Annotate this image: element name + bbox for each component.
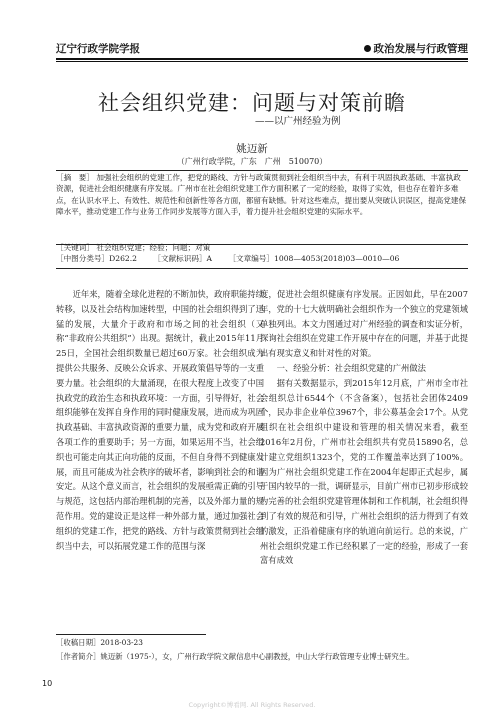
journal-name: 辽宁行政学院学报 — [56, 42, 140, 55]
document-code: ［文献标识码］A — [153, 254, 213, 263]
page-number: 10 — [42, 679, 53, 688]
body-column-right — [260, 287, 468, 568]
article-subtitle: ——以广州经验为例 — [255, 116, 341, 127]
body-column-left — [56, 287, 264, 553]
article-title: 社会组织党建：问题与对策前瞻 — [98, 91, 406, 115]
abstract — [56, 170, 468, 245]
abstract-text: 加强社会组织的党建工作，把党的路线、方针与政策贯彻到社会组织当中去，有利于巩固执政基础、丰富执政资源，促进社会组织健康有序发展。广州市在社会组织党建工作方面积累了一定的经验，取得了实效，但也存在着许多难点，在认识水平上、有效性、规范性和创新性等各方面，都留有缺憾。针对这些难点，提出要从突破认识误区，提高党建保障水平，推动党建工作与业务工作同步发展等方面入手，着力提升社会组织党建的实际水平。 — [56, 173, 467, 217]
clc-number: ［中图分类号］D262.2 — [56, 254, 137, 263]
body-paragraph: 近年来，随着全球化进程的不断加快，政府职能持续转移，以及社会结构加速转型，中国的社会组织得到了迅猛的发展，大量介于政府和市场之间的社会组织（又称“非政府公共组织”）出现。据统计，截止2015年11月25日，全国社会组织数量已超过60万家。社会组织成为提供公共服务、反映公众诉求、开展政策倡导等的一支重要力量。社会组织的大量涌现，在很大程度上改变了中国执政党的政治生态和执政环境：一方面，引导得好，社会组织能够在发挥自身作用的同时健康发展，进而成为巩固执政基础、丰富执政资源的重要力量，成为党和政府开展各项工作的重要助手；另一方面，如果运用不当，社会组织也可能走向其正向功能的反面，不但自身得不到健康发展，而且可能成为社会秩序的破坏者，影响到社会的和谐安定。从这个意义而言，社会组织的发展亟需正确的引导与规范，这包括内部治理机制的完善，以及外部力量的规范作用。党的建设正是这样一种外部力量，通过加强社会组织的党建工作，把党的路线、方针与政策贯彻到社会组织当中去，可以拓展党建工作的范围与深 — [56, 289, 264, 551]
footnote-received: ［收稿日期］2018-03-23 — [56, 638, 143, 647]
copyright-watermark: Copyright©博看网. All Rights Reserved. — [188, 701, 316, 709]
classification-line — [56, 253, 468, 269]
section-name — [364, 41, 469, 56]
keywords — [56, 242, 468, 253]
header-rule-thin — [56, 61, 468, 62]
article-number: ［文章编号］1008—4053(2018)03—0010—06 — [228, 254, 400, 263]
keywords-text: 社会组织党建；经验；问题；对策 — [96, 243, 211, 252]
section-label: 政治发展与行政管理 — [373, 42, 468, 55]
abstract-label: ［摘 要］ — [56, 173, 94, 182]
author-name: 姚迈新 — [236, 143, 268, 155]
body-paragraph: 据有关数据显示，到2015年12月底，广州市全市社会组织总计6544个（不含备案），包括社会团体2409个，民办非企业单位3967个，非公募基金会17个。从党组织在社会组织中建设和管理的相关情况来看，截至2016年2月份，广州市社会组织共有党员15890名，总计建立党组织1323个，党的工作覆盖率达到了100%。因为广州社会组织党建工作在2004年起即正式起步，属于国内较早的一批，调研显示，目前广州市已初步形成较为完善的社会组织党建管理体制和工作机制，社会组织得到了有效的规范和引导，广州社会组织的活力得到了有效的激发，正沿着健康有序的轨道向前运行。总的来说，广州社会组织党建工作已经积累了一定的经验，形成了一套富有成效 — [260, 377, 468, 566]
footnote-author: ［作者简介］姚迈新（1975-），女，广州行政学院文献信息中心副教授，中山大学行政管理专业博士研究生。 — [56, 652, 414, 661]
footnote-rule — [56, 634, 206, 635]
journal-header — [56, 39, 468, 57]
header-rule — [56, 58, 468, 60]
section-heading: 一、经验分析：社会组织党建的广州做法 — [276, 362, 426, 373]
author-affiliation: （广州行政学院，广东 广州 510070） — [176, 157, 328, 166]
bullet-dot-icon — [364, 45, 371, 52]
keywords-label: ［关键词］ — [56, 243, 94, 252]
body-paragraph: 度，促进社会组织健康有序发展。正因如此，早在2007年，党的十七大就明确社会组织作为一个独立的党建领域单独列出。本文力图通过对广州经验的调查和实证分析，探询社会组织在党建工作开展中存在的问题，并基于此提出有现实意义和针对性的对策。 — [260, 289, 468, 359]
